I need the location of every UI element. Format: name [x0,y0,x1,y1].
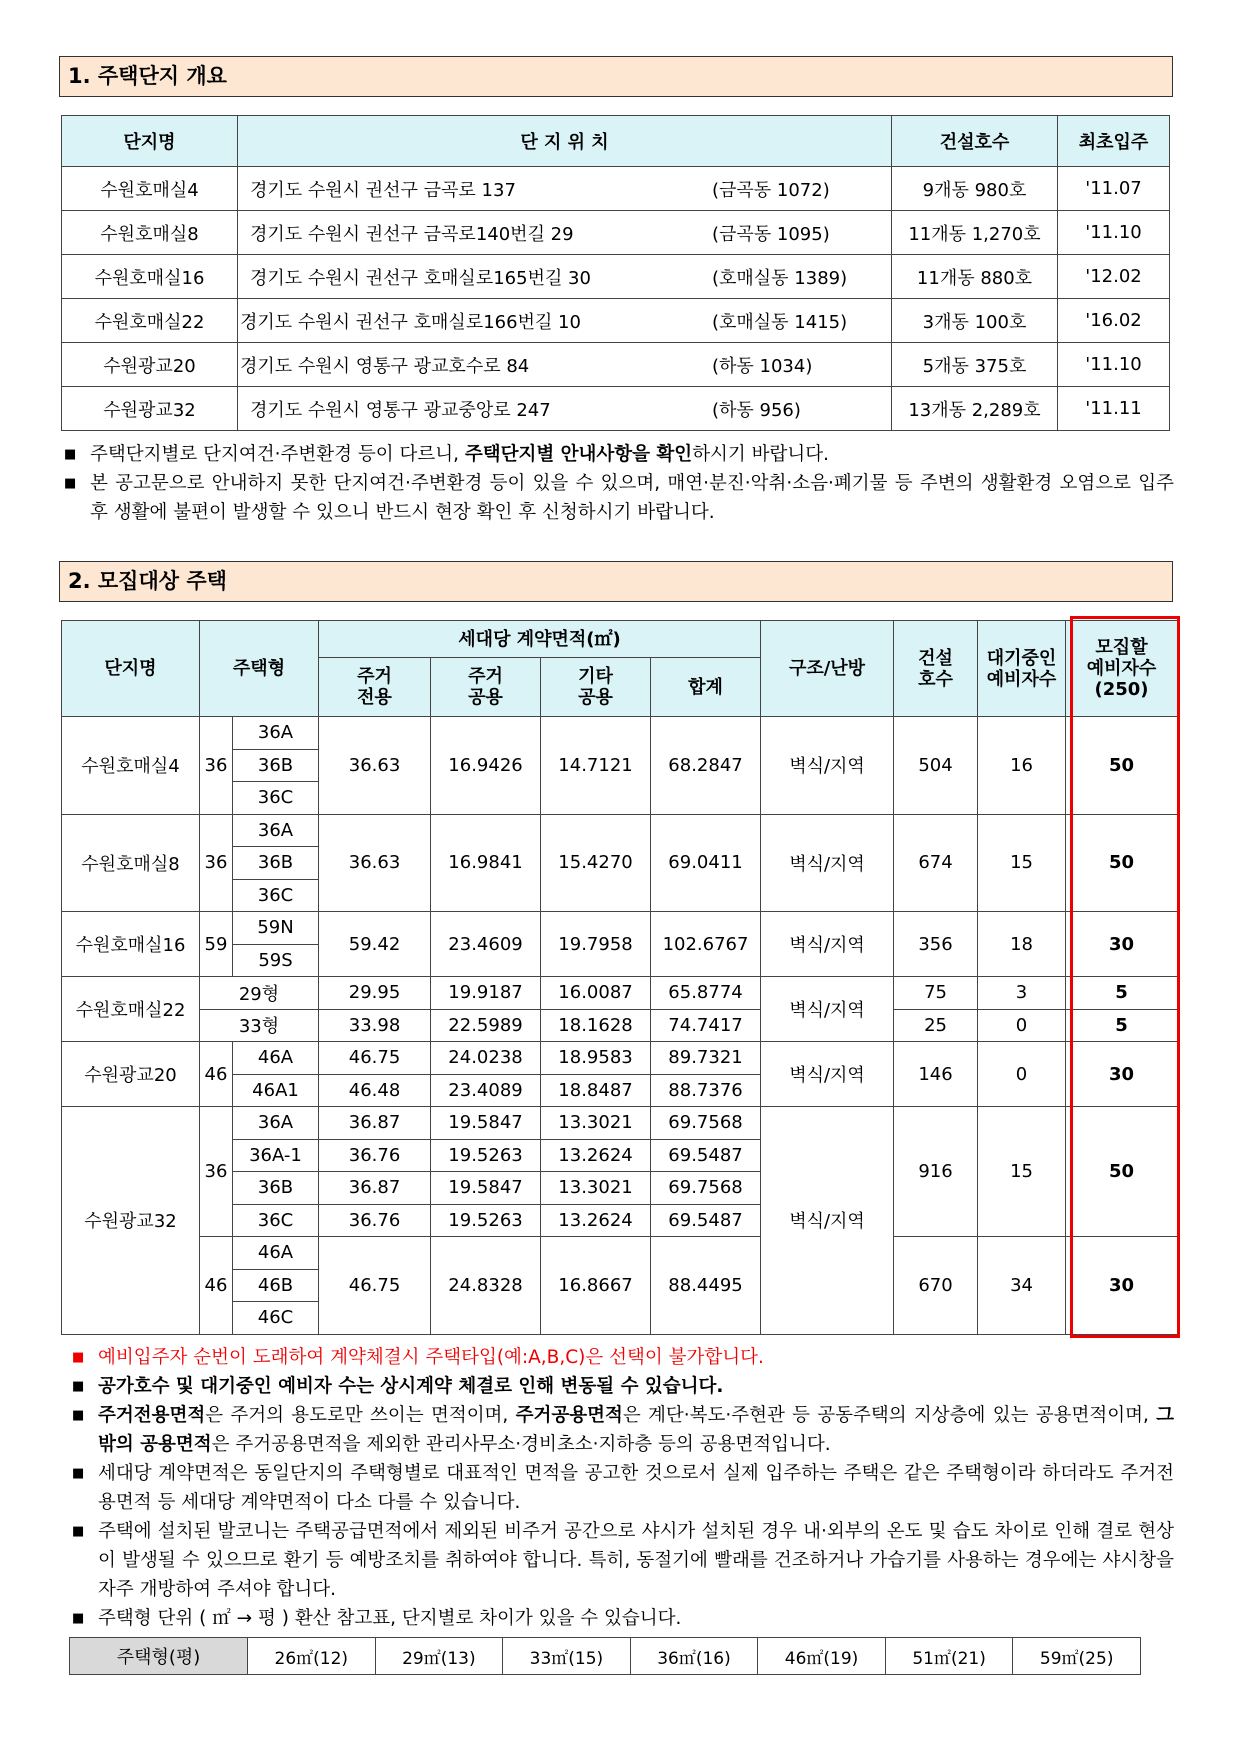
shared-area: 23.4089 [431,1074,541,1107]
header-line: 예비자수 [1086,658,1157,679]
unit-type: 59S [233,944,319,977]
size: 59 [200,912,233,977]
conversion-header: 주택형(평) [70,1638,248,1675]
road-address: 경기도 수원시 권선구 금곡로140번길 29 [250,223,574,245]
road-address: 경기도 수원시 권선구 호매실로165번길 30 [250,267,591,289]
unit-type: 36C [233,782,319,815]
shared-area: 19.5263 [431,1204,541,1237]
structure: 벽식/지역 [761,1042,894,1107]
structure: 벽식/지역 [761,717,894,815]
table-row [62,814,1178,847]
other-area: 13.3021 [541,1107,651,1140]
unit-type: 36B [233,1172,319,1205]
header-housing-type: 주택형 [200,621,319,717]
recruit-count: 30 [1066,912,1178,977]
shared-area: 16.9841 [431,814,541,912]
note-text: 은 주거공용면적을 제외한 관리사무소·경비초소·지하층 등의 공용면적입니다. [211,1434,831,1455]
built-units: 670 [894,1237,978,1335]
private-area: 46.48 [319,1074,431,1107]
other-area: 13.2624 [541,1139,651,1172]
complex-name: 수원광교20 [62,343,238,387]
shared-area: 19.5847 [431,1107,541,1140]
complex-name: 수원호매실8 [62,211,238,255]
shared-area: 19.9187 [431,977,541,1010]
location [238,167,892,211]
total-area: 69.7568 [651,1107,761,1140]
lot-address: (하동 1034) [712,355,813,377]
header-built-units [894,621,978,717]
waiting-count: 18 [978,912,1066,977]
complex-name: 수원광교32 [62,387,238,431]
complex-name: 수원광교32 [62,1107,200,1335]
note-text: 하시기 바랍니다. [692,444,830,465]
private-area: 36.63 [319,717,431,815]
unit-type: 36A-1 [233,1139,319,1172]
complex-name: 수원호매실16 [62,255,238,299]
header-other-area [541,658,651,717]
road-address: 경기도 수원시 권선구 금곡로 137 [250,179,516,201]
table-row [62,1237,1178,1270]
table-row [62,255,1170,299]
note-emphasis: 주거공용면적 [515,1405,623,1426]
other-area: 18.8487 [541,1074,651,1107]
header-total-area: 합계 [651,658,761,717]
complex-name: 수원호매실16 [62,912,200,977]
section2-notes [70,1343,1174,1633]
built-units: 146 [894,1042,978,1107]
private-area: 36.76 [319,1204,431,1237]
shared-area: 24.8328 [431,1237,541,1335]
shared-area: 19.5263 [431,1139,541,1172]
location [238,343,892,387]
header-line: 예비자수 [986,668,1057,690]
road-address: 경기도 수원시 영통구 광교호수로 84 [240,355,530,377]
unit-count: 11개동 1,270호 [892,211,1058,255]
unit-type: 46A1 [233,1074,319,1107]
note-item [70,1401,1174,1459]
table-row [62,387,1170,431]
private-area: 36.76 [319,1139,431,1172]
table-row [62,299,1170,343]
lot-address: (하동 956) [712,399,801,421]
table-row [62,1042,1178,1075]
unit-type: 36A [233,814,319,847]
private-area: 36.87 [319,1172,431,1205]
table-row [62,912,1178,945]
move-in-date: '11.11 [1058,387,1170,431]
note-text: 주택단지별로 단지여건·주변환경 등이 다르니, [90,444,465,465]
waiting-count: 0 [978,1042,1066,1107]
built-units: 75 [894,977,978,1010]
header-waiting [978,621,1066,717]
built-units: 25 [894,1009,978,1042]
complex-name: 수원광교20 [62,1042,200,1107]
complex-name: 수원호매실8 [62,814,200,912]
structure: 벽식/지역 [761,814,894,912]
private-area: 46.75 [319,1042,431,1075]
move-in-date: '11.10 [1058,211,1170,255]
road-address: 경기도 수원시 영통구 광교중앙로 247 [250,399,551,421]
complex-name: 수원호매실4 [62,167,238,211]
total-area: 89.7321 [651,1042,761,1075]
table-row [62,717,1178,750]
header-recruit [1066,621,1178,717]
unit-type: 46A [233,1042,319,1075]
header-line: 대기중인 [986,647,1057,669]
structure: 벽식/지역 [761,1107,894,1335]
header-shared-area [431,658,541,717]
table-header-row [62,621,1178,658]
location [238,211,892,255]
recruit-count: 5 [1066,977,1178,1010]
other-area: 13.2624 [541,1204,651,1237]
recruit-count: 30 [1066,1042,1178,1107]
complex-name: 수원호매실22 [62,299,238,343]
unit-count: 5개동 375호 [892,343,1058,387]
table-row [62,343,1170,387]
waiting-count: 3 [978,977,1066,1010]
section2-title: 2. 모집대상 주택 [59,561,1173,602]
header-units: 건설호수 [892,116,1058,167]
total-area: 68.2847 [651,717,761,815]
complex-overview-table [61,115,1170,431]
table-row [62,167,1170,211]
note-item: ■ 주택에 설치된 발코니는 주택공급면적에서 제외된 비주거 공간으로 샤시가 설치된 경우 내·외부의 온도 및 습도 차이로 인해 결로 현상이 발생될 수 있으므로 환기 등 예방조치를 취하여야 합니다. 특히, 동절기에 빨래를 건조하거나 가습기를 사용하는 경우에는 샤시창을 자주 개방하여 주셔야 합니다. [70,1517,1174,1604]
total-area: 74.7417 [651,1009,761,1042]
unit-type: 36A [233,1107,319,1140]
waiting-count: 34 [978,1237,1066,1335]
conversion-table [69,1637,1141,1675]
unit-type: 36A [233,717,319,750]
total-area: 69.7568 [651,1172,761,1205]
table-row [62,211,1170,255]
private-area: 46.75 [319,1237,431,1335]
move-in-date: '11.10 [1058,343,1170,387]
header-contract-area: 세대당 계약면적(㎡) [319,621,761,658]
header-line: 기타 [578,666,613,687]
note-item: ■ 본 공고문으로 안내하지 못한 단지여건·주변환경 등이 있을 수 있으며, 매연·분진·악취·소음·폐기물 등 주변의 생활환경 오염으로 입주 후 생활에 불편이 발생할 수 있으니 반드시 현장 확인 후 신청하시기 바랍니다. [62,469,1174,527]
size: 36 [200,1107,233,1237]
conversion-cell: 46㎡(19) [758,1638,886,1675]
structure: 벽식/지역 [761,912,894,977]
move-in-date: '11.07 [1058,167,1170,211]
table-header-row [62,116,1170,167]
structure: 벽식/지역 [761,977,894,1042]
private-area: 59.42 [319,912,431,977]
other-area: 19.7958 [541,912,651,977]
location [238,255,892,299]
waiting-count: 0 [978,1009,1066,1042]
size: 46 [200,1042,233,1107]
header-structure: 구조/난방 [761,621,894,717]
conversion-cell: 33㎡(15) [503,1638,631,1675]
unit-count: 3개동 100호 [892,299,1058,343]
size: 46 [200,1237,233,1335]
built-units: 356 [894,912,978,977]
header-line: 공용 [578,687,613,708]
lot-address: (금곡동 1095) [712,223,830,245]
note-emphasis: 주거전용면적 [98,1405,206,1426]
header-location: 단 지 위 치 [238,116,892,167]
lot-address: (호매실동 1389) [712,267,848,289]
conversion-cell: 29㎡(13) [375,1638,503,1675]
total-area: 88.4495 [651,1237,761,1335]
unit-type: 46B [233,1269,319,1302]
unit-type: 59N [233,912,319,945]
other-area: 15.4270 [541,814,651,912]
header-complex-name: 단지명 [62,116,238,167]
unit-count: 13개동 2,289호 [892,387,1058,431]
header-first-move-in: 최초입주 [1058,116,1170,167]
road-address: 경기도 수원시 권선구 호매실로166번길 10 [240,311,581,333]
built-units: 504 [894,717,978,815]
total-area: 65.8774 [651,977,761,1010]
lot-address: (호매실동 1415) [712,311,848,333]
location [238,299,892,343]
built-units: 674 [894,814,978,912]
note-emphasis: 주택단지별 안내사항을 확인 [464,444,693,465]
shared-area: 24.0238 [431,1042,541,1075]
conversion-cell: 59㎡(25) [1013,1638,1141,1675]
note-item [62,440,1174,469]
other-area: 13.3021 [541,1172,651,1205]
built-units: 916 [894,1107,978,1237]
waiting-count: 15 [978,1107,1066,1237]
unit-type: 46A [233,1237,319,1270]
waiting-count: 15 [978,814,1066,912]
location [238,387,892,431]
private-area: 33.98 [319,1009,431,1042]
private-area: 29.95 [319,977,431,1010]
unit-type: 33형 [200,1009,319,1042]
table-row [62,1107,1178,1140]
header-line: 전용 [357,687,392,708]
header-complex-name: 단지명 [62,621,200,717]
header-line: 호수 [918,668,953,690]
complex-name: 수원호매실22 [62,977,200,1042]
total-area: 69.0411 [651,814,761,912]
unit-type: 36C [233,1204,319,1237]
header-line: 건설 [918,647,953,669]
note-text: 은 계단·복도·주현관 등 공동주택의 지상층에 있는 공용면적이며, [622,1405,1157,1426]
note-item: ■ 주택형 단위 ( ㎡ → 평 ) 환산 참고표, 단지별로 차이가 있을 수 있습니다. [70,1604,1174,1633]
note-item: ■ 예비입주자 순번이 도래하여 계약체결시 주택타입(예:A,B,C)은 선택이 불가합니다. [70,1343,1174,1372]
section1-title: 1. 주택단지 개요 [59,56,1173,97]
conversion-cell: 36㎡(16) [630,1638,758,1675]
header-line: 모집할 [1095,637,1148,658]
unit-type: 29형 [200,977,319,1010]
table-row [70,1638,1141,1675]
header-line: (250) [1094,679,1149,700]
shared-area: 16.9426 [431,717,541,815]
move-in-date: '12.02 [1058,255,1170,299]
other-area: 18.1628 [541,1009,651,1042]
recruit-count: 30 [1066,1237,1178,1335]
lot-address: (금곡동 1072) [712,179,830,201]
unit-type: 36B [233,749,319,782]
note-item: ■ 공가호수 및 대기중인 예비자 수는 상시계약 체결로 인해 변동될 수 있습니다. [70,1372,1174,1401]
private-area: 36.63 [319,814,431,912]
move-in-date: '16.02 [1058,299,1170,343]
size: 36 [200,717,233,815]
unit-type: 36C [233,879,319,912]
recruitment-table [61,620,1178,1335]
unit-count: 9개동 980호 [892,167,1058,211]
complex-name: 수원호매실4 [62,717,200,815]
recruit-count: 50 [1066,717,1178,815]
other-area: 16.8667 [541,1237,651,1335]
unit-type: 46C [233,1302,319,1335]
header-line: 공용 [468,687,503,708]
size: 36 [200,814,233,912]
other-area: 18.9583 [541,1042,651,1075]
header-line: 주거 [468,666,503,687]
total-area: 69.5487 [651,1204,761,1237]
waiting-count: 16 [978,717,1066,815]
total-area: 102.6767 [651,912,761,977]
other-area: 14.7121 [541,717,651,815]
shared-area: 22.5989 [431,1009,541,1042]
table-row [62,1009,1178,1042]
conversion-cell: 51㎡(21) [885,1638,1013,1675]
header-private-area [319,658,431,717]
shared-area: 23.4609 [431,912,541,977]
shared-area: 19.5847 [431,1172,541,1205]
note-emphasis: 그 밖의 공용면적 [98,1405,1174,1455]
note-item: ■ 세대당 계약면적은 동일단지의 주택형별로 대표적인 면적을 공고한 것으로서 실제 입주하는 주택은 같은 주택형이라 하더라도 주거전용면적 등 세대당 계약면적이 다소 다를 수 있습니다. [70,1459,1174,1517]
unit-type: 36B [233,847,319,880]
section1-notes [62,440,1174,527]
header-line: 주거 [357,666,392,687]
recruit-count: 50 [1066,814,1178,912]
note-text: 은 주거의 용도로만 쓰이는 면적이며, [205,1405,516,1426]
table-row [62,977,1178,1010]
other-area: 16.0087 [541,977,651,1010]
private-area: 36.87 [319,1107,431,1140]
recruit-count: 50 [1066,1107,1178,1237]
conversion-cell: 26㎡(12) [248,1638,376,1675]
recruit-count: 5 [1066,1009,1178,1042]
unit-count: 11개동 880호 [892,255,1058,299]
total-area: 88.7376 [651,1074,761,1107]
total-area: 69.5487 [651,1139,761,1172]
